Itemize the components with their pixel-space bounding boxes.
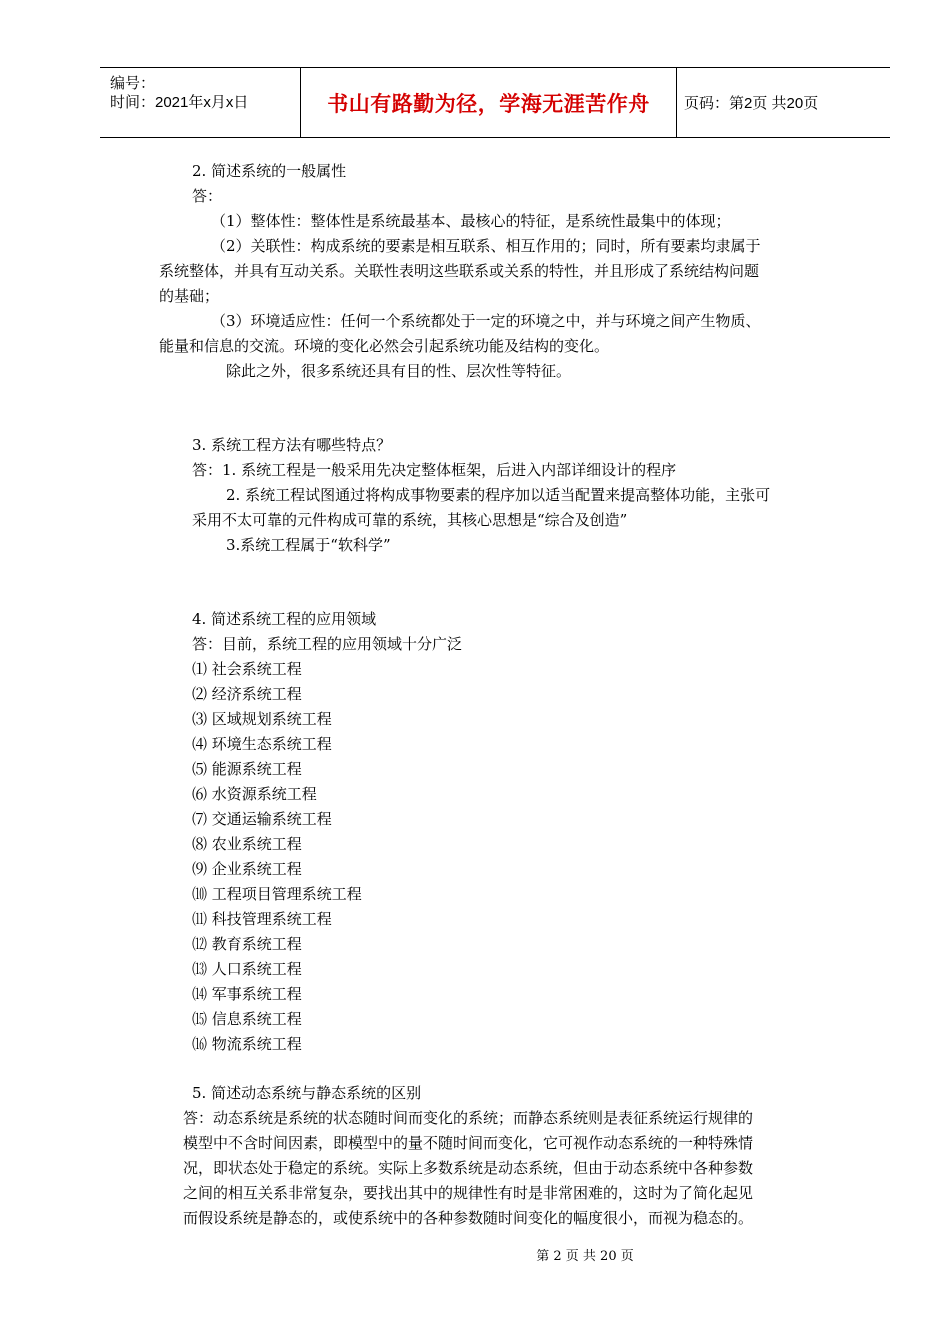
paragraph-line: 采用不太可靠的元件构成可靠的系统，其核心思想是“综合及创造”: [192, 511, 628, 529]
paragraph-line: （1）整体性：整体性是系统最基本、最核心的特征，是系统性最集中的体现；: [211, 212, 731, 230]
paragraph-line: 模型中不含时间因素，即模型中的量不随时间而变化，它可视作动态系统的一种特殊情: [183, 1134, 754, 1152]
paragraph-line: 况，即状态处于稳定的系统。实际上多数系统是动态系统，但由于动态系统中各种参数: [183, 1159, 754, 1177]
paragraph-line: （2）关联性：构成系统的要素是相互联系、相互作用的；同时，所有要素均隶属于: [211, 237, 761, 255]
paragraph-line: 而假设系统是静态的，或使系统中的各种参数随时间变化的幅度很小，而视为稳态的。: [183, 1209, 754, 1227]
list-item: ⑿ 教育系统工程: [192, 935, 302, 953]
section-5-title: 5. 简述动态系统与静态系统的区别: [192, 1084, 422, 1102]
page-info-text: 页码：第2页 共20页: [684, 95, 819, 112]
list-item: ⑽ 工程项目管理系统工程: [192, 885, 362, 903]
list-item: ⑼ 企业系统工程: [192, 860, 302, 878]
paragraph-line: 之间的相互关系非常复杂，要找出其中的规律性有时是非常困难的，这时为了简化起见: [183, 1184, 754, 1202]
list-item: ⑶ 区域规划系统工程: [192, 710, 332, 728]
list-item: ⑹ 水资源系统工程: [192, 785, 317, 803]
paragraph-line: 答：1. 系统工程是一般采用先决定整体框架，后进入内部详细设计的程序: [192, 461, 677, 479]
section-2-title: 2. 简述系统的一般属性: [192, 162, 347, 180]
list-item: ⒀ 人口系统工程: [192, 960, 302, 978]
list-item: ⒃ 物流系统工程: [192, 1035, 302, 1053]
paragraph-line: 2. 系统工程试图通过将构成事物要素的程序加以适当配置来提高整体功能，主张可: [226, 486, 771, 504]
list-item: ⑵ 经济系统工程: [192, 685, 302, 703]
list-item: ⑴ 社会系统工程: [192, 660, 302, 678]
paragraph-line: 的基础；: [159, 287, 220, 305]
list-item: ⑺ 交通运输系统工程: [192, 810, 332, 828]
section-4-intro: 答：目前，系统工程的应用领域十分广泛: [192, 635, 463, 653]
page-header: [100, 67, 890, 138]
paragraph-line: 系统整体，并具有互动关系。关联性表明这些联系或关系的特性，并且形成了系统结构问题: [159, 262, 760, 280]
paragraph-line: 答：动态系统是系统的状态随时间而变化的系统；而静态系统则是表征系统运行规律的: [183, 1109, 754, 1127]
list-item: ⒂ 信息系统工程: [192, 1010, 302, 1028]
list-item: ⑻ 农业系统工程: [192, 835, 302, 853]
list-item: ⒁ 军事系统工程: [192, 985, 302, 1003]
document-date: 时间：2021年x月x日: [110, 94, 249, 111]
document-number-label: 编号：: [110, 75, 156, 92]
list-item: ⑾ 科技管理系统工程: [192, 910, 332, 928]
header-page-info: [676, 68, 890, 137]
page-footer: 第 2 页 共 20 页: [536, 1249, 634, 1264]
list-item: ⑷ 环境生态系统工程: [192, 735, 332, 753]
section-4-title: 4. 简述系统工程的应用领域: [192, 610, 377, 628]
paragraph-line: （3）环境适应性：任何一个系统都处于一定的环境之中，并与环境之间产生物质、: [211, 312, 761, 330]
header-meta: [100, 68, 300, 137]
list-item: ⑸ 能源系统工程: [192, 760, 302, 778]
paragraph-line: 3.系统工程属于“软科学”: [226, 536, 391, 554]
section-3-title: 3. 系统工程方法有哪些特点？: [192, 436, 392, 454]
paragraph-line: 能量和信息的交流。环境的变化必然会引起系统功能及结构的变化。: [159, 337, 610, 355]
paragraph-line: 除此之外，很多系统还具有目的性、层次性等特征。: [226, 362, 572, 380]
header-motto: 书山有路勤为径，学海无涯苦作舟: [300, 68, 677, 137]
section-2-answer-label: 答：: [192, 187, 223, 205]
